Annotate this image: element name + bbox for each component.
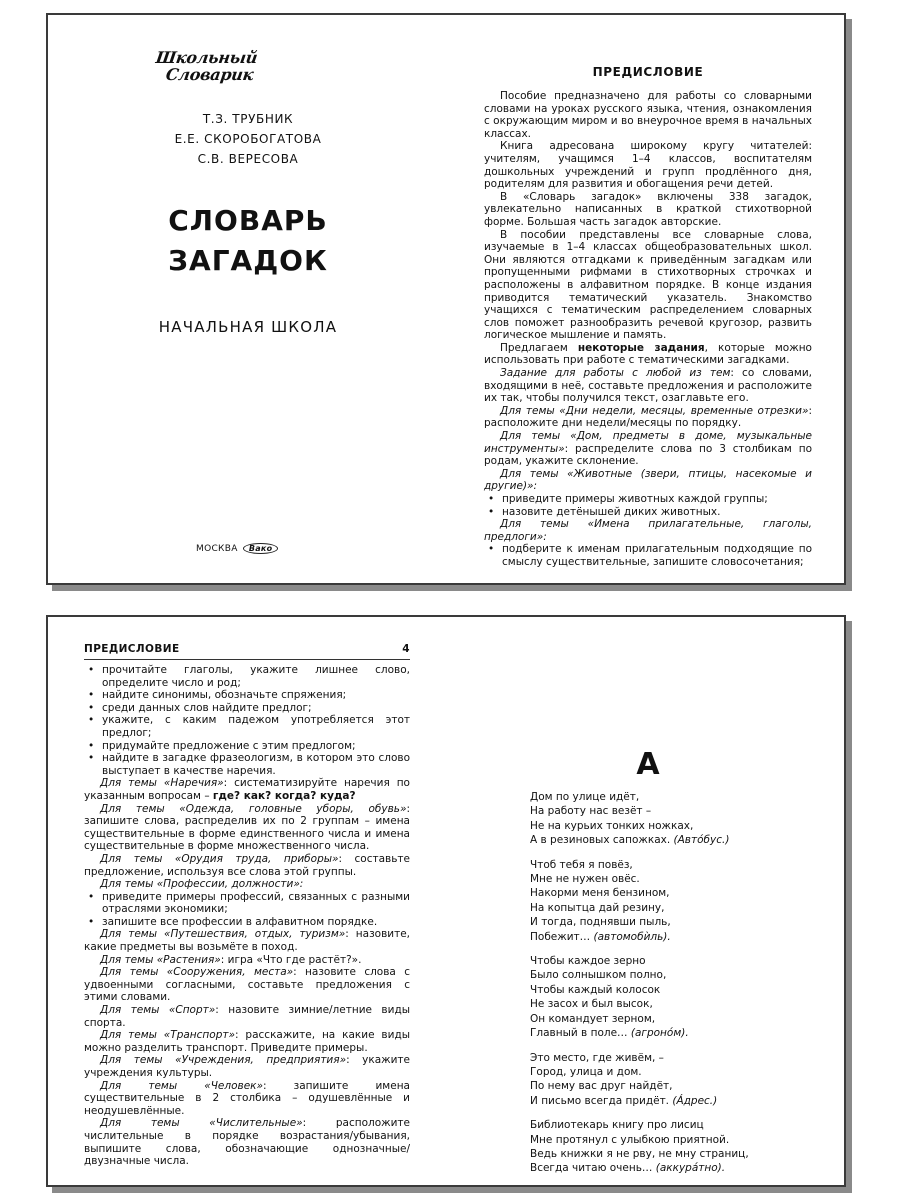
author: Т.З. ТРУБНИК <box>202 112 294 126</box>
book-title-line: СЛОВАРЬ <box>168 204 328 237</box>
task-label: Для темы «Спорт» <box>100 1004 216 1017</box>
riddle <box>530 858 830 944</box>
preface-page <box>448 15 848 583</box>
riddle-line: По нему вас друг найдёт, <box>530 1080 673 1093</box>
task-label: Для темы «Имена прилагательные, глаголы, предлоги»: <box>484 518 812 543</box>
task-paragraph: Для темы «Спорт»: назовите зимние/летние виды спорта. <box>84 1004 410 1029</box>
riddle-line: Ведь книжки я не рву, не мну страниц, <box>530 1147 749 1160</box>
title-page <box>48 15 448 583</box>
riddle-answer: (Áдрес.) <box>672 1094 718 1107</box>
riddle-line: Это место, где живём, – <box>530 1051 664 1064</box>
author: С.В. ВЕРЕСОВА <box>197 152 299 166</box>
riddles-list <box>530 790 830 1186</box>
bullet-item: • укажите, с каким падежом употребляется этот предлог; <box>84 714 410 739</box>
bullet-item: • приведите примеры профессий, связанных с разными отраслями экономики; <box>84 891 410 916</box>
task-label: Для темы «Транспорт» <box>100 1029 235 1042</box>
bold-text: некоторые задания <box>577 341 705 354</box>
task-paragraph: Для темы «Транспорт»: расскажите, на какие виды можно разделить транспорт. Приведите примеры. <box>84 1029 410 1054</box>
riddle-line: Дом по улице идёт, <box>530 791 640 803</box>
bullet-list <box>84 891 410 929</box>
task-label: Для темы «Наречия» <box>100 777 224 790</box>
task-paragraph: Для темы «Дом, предметы в доме, музыкальные инструменты»: распределите слова по 3 столбикам по родам, укажите склонение. <box>484 430 812 468</box>
riddle-line: Он командует зерном, <box>530 1012 656 1025</box>
bullet-list <box>484 493 812 518</box>
bullet-item: • найдите синонимы, обозначьте спряжения; <box>84 689 410 702</box>
riddles-page <box>448 617 848 1185</box>
series-logo-line: Школьный <box>154 48 259 67</box>
task-paragraph: Задание для работы с любой из тем: со словами, входящими в неё, составьте предложения и расположите их так, чтобы получился текст, озаглавьте его. <box>484 367 812 405</box>
task-paragraph <box>84 878 410 891</box>
riddle-answer: (аккурáтно). <box>655 1162 726 1175</box>
imprint <box>196 543 278 554</box>
task-label: Для темы «Путешествия, отдых, туризм» <box>100 928 346 941</box>
riddle-line: На работу нас везёт – <box>530 805 652 818</box>
preface-page-4 <box>48 617 448 1185</box>
paragraph: Книга адресована широкому кругу читателей: учителям, учащимся 1–4 классов, воспитателям дошкольных учреждений и групп продлённого дня, родителям для развития и обогащения речи детей. <box>484 140 812 191</box>
imprint-city: МОСКВА <box>196 544 238 554</box>
riddle-answer: (агронóм). <box>630 1027 689 1040</box>
riddle-line: Город, улица и дом. <box>530 1065 642 1078</box>
bold-text: где? как? когда? куда? <box>212 789 356 802</box>
paragraph: В «Словарь загадок» включены 338 загадок, увлекательно написанных в краткой стихотворной форме. Большая часть загадок авторские. <box>484 190 812 228</box>
task-paragraph: Для темы «Учреждения, предприятия»: укажите учреждения культуры. <box>84 1054 410 1079</box>
task-paragraph: Для темы «Одежда, головные уборы, обувь»: запишите слова, распределив их по 2 группам – имена существительные в форме единственного числа и имена существительные в форме множественного числа. <box>84 802 410 853</box>
task-paragraph: Для темы «Сооружения, места»: назовите слова с удвоенными согласными, составьте предложения с этими словами. <box>84 966 410 1004</box>
series-logo <box>156 49 266 97</box>
riddle-line: Побежит… (автомобѝль). <box>530 930 671 943</box>
bullet-item: • запишите все профессии в алфавитном порядке. <box>84 916 410 929</box>
paragraph: Пособие предназначено для работы со словарными словами на уроках русского языка, чтения, ознакомления с окружающим миром и во внеурочное время в начальных классах. <box>484 90 812 140</box>
riddle-answer: (автомобѝль). <box>593 930 671 943</box>
bullet-item: • подберите к именам прилагательным подходящие по смыслу существительные, запишите словосочетания; <box>484 543 812 568</box>
riddle <box>530 1118 830 1176</box>
riddle <box>530 1051 830 1109</box>
task-label: Для темы «Сооружения, места» <box>100 966 294 979</box>
task-label: Задание для работы с любой из тем <box>500 367 731 380</box>
task-label: Для темы «Учреждения, предприятия» <box>100 1054 347 1067</box>
paragraph: Предлагаем некоторые задания, которые можно использовать при работе с тематическими загадками. <box>484 341 812 367</box>
running-head-title: ПРЕДИСЛОВИЕ <box>84 643 180 655</box>
riddle-line: Главный в поле… (агронóм). <box>530 1027 689 1040</box>
book-title <box>48 201 448 281</box>
task-label: Для темы «Профессии, должности»: <box>100 878 304 891</box>
task-paragraph: Для темы «Орудия труда, приборы»: составьте предложение, используя все слова этой группы. <box>84 852 410 878</box>
riddle-line: А в резиновых сапожках. (Автóбус.) <box>530 834 730 847</box>
riddle-line: Мне не нужен овёс. <box>530 873 640 886</box>
riddle-line: Чтоб тебя я повёз, <box>530 858 633 871</box>
task-paragraph <box>484 518 812 543</box>
task-label: Для темы «Одежда, головные уборы, обувь» <box>100 802 407 815</box>
task-label: Для темы «Растения» <box>100 953 221 966</box>
riddle-line: И тогда, поднявши пыль, <box>530 916 671 929</box>
riddle-line: На копытца дай резину, <box>530 901 665 914</box>
paragraph: В пособии представлены все словарные слова, изучаемые в 1–4 классах общеобразовательных школ. Они являются отгадками к приведённым загадкам или пропущенными рифмами в стихотворных строчках и расположены в алфавитном порядке. В конце издания приводится тематический указатель. Знакомство учащихся с тематическим распределением словарных слов поможет разнообразить речевой кругозор, развить логическое мышление и память. <box>484 228 812 342</box>
authors <box>48 109 448 169</box>
task-label: Для темы «Числительные» <box>100 1117 303 1130</box>
riddle-line: Накорми меня бензином, <box>530 887 670 900</box>
bottom-spread <box>46 615 846 1187</box>
riddle <box>530 790 830 848</box>
riddle-line: Мне протянул с улыбкою приятной. <box>530 1133 730 1146</box>
book-subtitle: НАЧАЛЬНАЯ ШКОЛА <box>158 318 338 336</box>
task-label: Для темы «Дни недели, месяцы, временные отрезки» <box>500 404 809 417</box>
riddle-line: Не засох и был высок, <box>530 998 653 1011</box>
task-paragraph: Для темы «Растения»: игра «Что где растёт?». <box>100 953 362 966</box>
book-title-line: ЗАГАДОК <box>168 244 328 277</box>
publisher-logo: Вако <box>243 543 279 554</box>
bullet-item: • среди данных слов найдите предлог; <box>84 702 410 715</box>
running-head <box>84 643 410 660</box>
riddle-line: Было солнышком полно, <box>530 969 667 982</box>
page-number: 4 <box>402 643 410 655</box>
bullet-item: • приведите примеры животных каждой группы; <box>484 493 812 506</box>
bullet-item: • придумайте предложение с этим предлогом; <box>84 740 410 753</box>
series-logo-line: Словарик <box>164 65 255 84</box>
task-paragraph: Для темы «Путешествия, отдых, туризм»: назовите, какие предметы вы возьмёте в поход. <box>84 928 410 954</box>
riddle-line: Библиотекарь книгу про лисиц <box>530 1119 704 1132</box>
riddle <box>530 954 830 1040</box>
task-paragraph: Для темы «Числительные»: расположите числительные в порядке возрастания/убывания, выпишите слова, обозначающие однозначные/двузначные числа. <box>84 1117 410 1168</box>
task-paragraph <box>484 468 812 493</box>
task-paragraph: Для темы «Дни недели, месяцы, временные отрезки»: расположите дни недели/месяцы по порядку. <box>484 404 812 430</box>
bullet-list <box>84 664 410 777</box>
preface-heading: ПРЕДИСЛОВИЕ <box>592 65 704 79</box>
bullet-item: • прочитайте глаголы, укажите лишнее слово, определите число и род; <box>84 664 410 689</box>
task-label: Для темы «Животные (звери, птицы, насекомые и другие)»: <box>484 467 812 493</box>
task-label: Для темы «Человек» <box>100 1079 263 1092</box>
author: Е.Е. СКОРОБОГАТОВА <box>174 132 322 146</box>
riddle-answer: (Автóбус.) <box>673 834 730 847</box>
riddle-line: Чтобы каждое зерно <box>530 955 646 968</box>
riddle-line: И письмо всегда придёт. (Áдрес.) <box>530 1094 718 1107</box>
top-spread <box>46 13 846 585</box>
bullet-list <box>484 543 812 568</box>
task-paragraph: Для темы «Наречия»: систематизируйте наречия по указанным вопросам – где? как? когда? куда? <box>84 777 410 802</box>
riddle-line: Не на курьих тонких ножках, <box>530 819 694 832</box>
letter-heading: А <box>636 747 660 782</box>
task-label: Для темы «Орудия труда, приборы» <box>100 852 339 865</box>
task-paragraph: Для темы «Человек»: запишите имена существительные в 2 столбика – одушевлённые и неодушевлённые. <box>84 1079 410 1117</box>
preface-text <box>484 90 812 569</box>
riddle-line: Чтобы каждый колосок <box>530 983 661 996</box>
riddle-line: Всегда читаю очень… (аккурáтно). <box>530 1162 726 1175</box>
bullet-item: • назовите детёнышей диких животных. <box>484 506 812 519</box>
bullet-item: • найдите в загадке фразеологизм, в котором это слово выступает в качестве наречия. <box>84 752 410 777</box>
page4-text <box>84 664 410 1168</box>
task-label: Для темы «Дом, предметы в доме, музыкальные инструменты» <box>484 430 812 455</box>
